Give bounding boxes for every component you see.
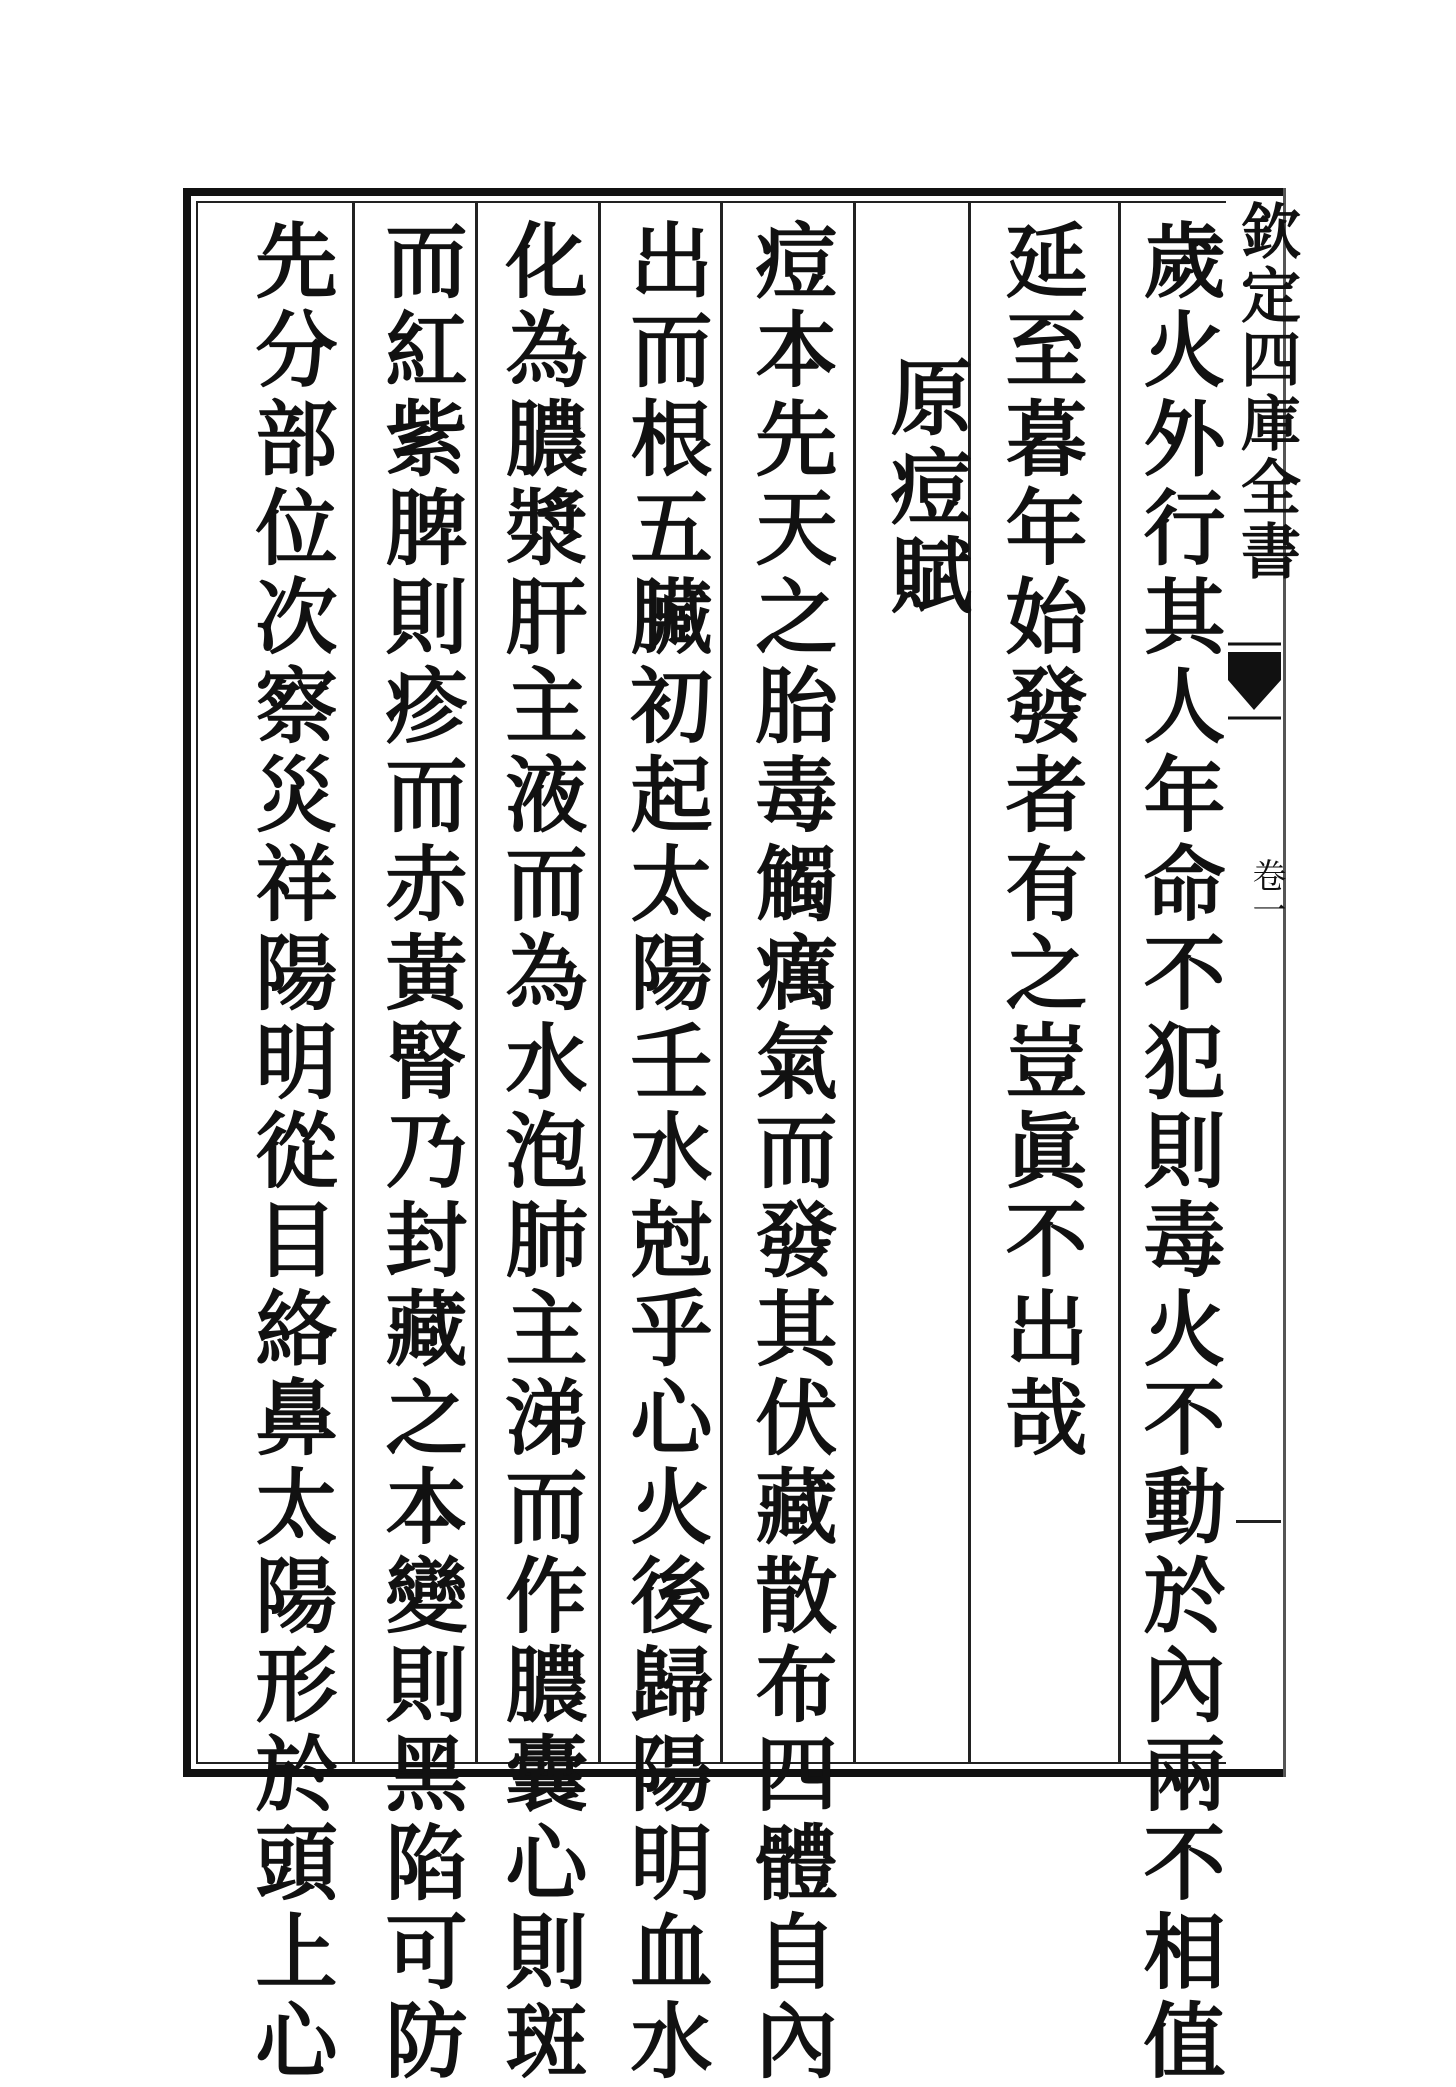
text-column-1: 歲火外行其人年命不犯則毒火不動於內兩不相值: [1130, 218, 1226, 2087]
text-column-7: 而紅紫脾則疹而赤黃腎乃封藏之本變則黑陷可防: [372, 218, 468, 2087]
text-column-5: 出而根五臟初起太陽壬水尅乎心火後歸陽明血水: [617, 218, 713, 2087]
text-column-2: 延至暮年始發者有之豈眞不出哉: [992, 218, 1088, 1464]
fish-tail-mark-icon: [1226, 640, 1283, 722]
text-column-8: 先分部位次察災祥陽明從目絡鼻太陽形於頭上心: [242, 218, 338, 2087]
column-rule: [1118, 203, 1121, 1762]
section-heading: 原痘賦: [877, 355, 973, 622]
text-column-4: 痘本先天之胎毒觸癘氣而發其伏藏散布四體自內: [742, 218, 838, 2087]
margin-tick-line: [1236, 1520, 1281, 1523]
text-column-6: 化為膿漿肝主液而為水泡肺主涕而作膿囊心則斑: [492, 218, 588, 2087]
column-rule: [720, 203, 723, 1762]
column-rule: [352, 203, 355, 1762]
volume-number: 卷一: [1246, 858, 1286, 926]
column-rule: [598, 203, 601, 1762]
column-rule: [475, 203, 478, 1762]
book-title: 欽定四庫全書: [1231, 200, 1301, 584]
column-rule: [853, 203, 856, 1762]
